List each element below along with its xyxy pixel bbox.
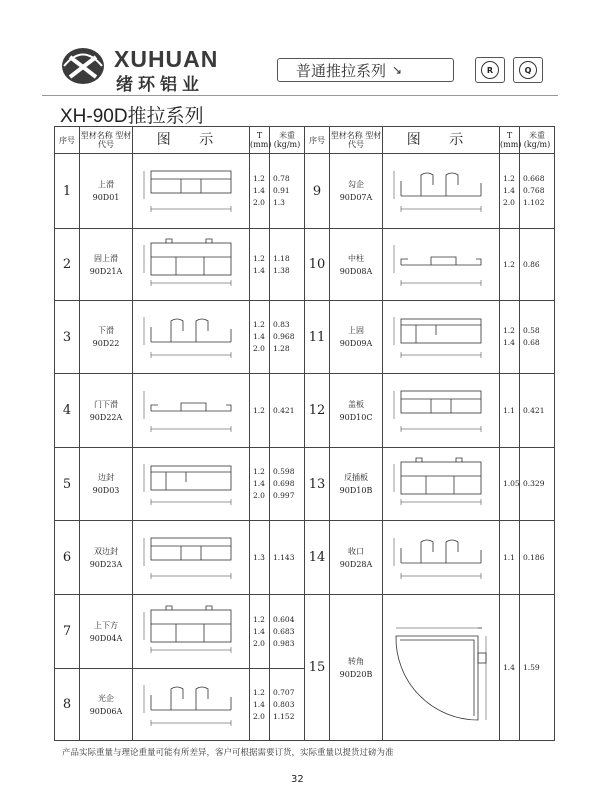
cert-q-badge xyxy=(513,57,543,83)
profile-name: 盖板 xyxy=(348,399,364,409)
weight-cell xyxy=(520,374,555,448)
profile-name: 上固 xyxy=(348,326,364,335)
weight-cell xyxy=(520,521,555,595)
profile-name-cell xyxy=(330,595,383,741)
thickness-cell xyxy=(500,154,520,229)
row-number: 15 xyxy=(305,595,330,741)
profile-name-cell xyxy=(330,521,383,595)
table-header xyxy=(55,127,555,154)
weight-cell xyxy=(270,154,305,229)
profile-name: 上滑 xyxy=(98,180,114,189)
weight-cell xyxy=(270,521,305,595)
row-number: 3 xyxy=(55,301,80,374)
thickness-value: 1.2 xyxy=(503,259,515,269)
table-row xyxy=(55,595,555,669)
header-weight: 米重 (kg/m) xyxy=(270,127,305,154)
table-row xyxy=(55,154,555,229)
row-number: 8 xyxy=(55,669,80,741)
thickness-value: 2.0 xyxy=(253,344,265,353)
profile-name-cell xyxy=(80,521,133,595)
header-no: 序号 xyxy=(55,127,80,154)
profile-code: 90D03 xyxy=(92,486,120,495)
row-number: 12 xyxy=(305,374,330,448)
profile-code: 90D20B xyxy=(339,669,373,679)
weight-cell xyxy=(270,595,305,669)
row-number: 10 xyxy=(305,229,330,301)
header-model: 型材名称 型材代号 xyxy=(330,127,383,154)
thickness-cell xyxy=(250,154,270,229)
cert-q-text: Q xyxy=(524,65,532,75)
thickness-value: 1.4 xyxy=(253,332,265,341)
profile-code: 90D06A xyxy=(89,706,123,716)
weight-cell xyxy=(270,448,305,521)
profile-code: 90D09A xyxy=(339,339,373,348)
thickness-cell xyxy=(500,595,520,741)
thickness-value: 1.1 xyxy=(503,405,515,415)
weight-value: 0.968 xyxy=(273,332,295,341)
profile-name-cell xyxy=(330,448,383,521)
table-row xyxy=(55,301,555,374)
profile-code: 90D10B xyxy=(339,486,373,495)
header-weight: 米重 (kg/m) xyxy=(520,127,555,154)
weight-value: 0.668 xyxy=(523,174,545,183)
profile-diagram xyxy=(383,374,500,448)
profile-diagram xyxy=(133,669,250,741)
profile-name: 中柱 xyxy=(348,253,364,263)
row-number: 11 xyxy=(305,301,330,374)
thickness-value: 1.2 xyxy=(253,405,265,415)
weight-value: 1.28 xyxy=(273,344,290,353)
profile-name-cell xyxy=(80,374,133,448)
thickness-value: 1.4 xyxy=(253,699,265,709)
profile-diagram xyxy=(133,521,250,595)
thickness-cell xyxy=(500,229,520,301)
thickness-cell xyxy=(250,301,270,374)
profile-diagram xyxy=(133,301,250,374)
profile-code: 90D10C xyxy=(339,412,373,422)
profile-diagram xyxy=(383,229,500,301)
table-row xyxy=(55,229,555,301)
thickness-cell xyxy=(250,229,270,301)
weight-value: 0.78 xyxy=(273,174,290,183)
profile-diagram xyxy=(133,154,250,229)
thickness-cell xyxy=(250,448,270,521)
profile-name: 反插板 xyxy=(344,473,368,482)
profile-name-cell xyxy=(80,448,133,521)
profile-name-cell xyxy=(330,229,383,301)
profile-code: 90D21A xyxy=(89,266,123,276)
thickness-value: 2.0 xyxy=(503,198,515,207)
weight-value: 0.421 xyxy=(273,405,295,415)
row-number: 4 xyxy=(55,374,80,448)
thickness-value: 1.2 xyxy=(253,174,265,183)
weight-value: 0.421 xyxy=(523,405,545,415)
page-number: 32 xyxy=(291,774,304,785)
header-diagram: 图 示 xyxy=(133,127,250,154)
profile-name-cell xyxy=(80,669,133,741)
thickness-value: 1.05 xyxy=(503,479,520,488)
profile-name: 边封 xyxy=(98,473,114,482)
profile-name-cell xyxy=(330,374,383,448)
thickness-cell xyxy=(250,669,270,741)
table-row xyxy=(55,448,555,521)
thickness-value: 1.2 xyxy=(253,467,265,476)
weight-cell xyxy=(520,229,555,301)
row-number: 14 xyxy=(305,521,330,595)
profile-diagram xyxy=(383,521,500,595)
weight-value: 0.768 xyxy=(523,186,545,195)
profile-name-cell xyxy=(330,154,383,229)
weight-value: 0.698 xyxy=(273,479,295,488)
weight-cell xyxy=(270,229,305,301)
profile-code: 90D01 xyxy=(92,193,120,202)
profile-diagram xyxy=(133,229,250,301)
profile-name: 门下滑 xyxy=(94,399,118,409)
profile-code: 90D28A xyxy=(339,559,373,569)
profile-name: 收口 xyxy=(348,546,364,556)
thickness-value: 1.4 xyxy=(503,186,515,195)
row-number: 2 xyxy=(55,229,80,301)
thickness-value: 1.3 xyxy=(253,552,265,562)
thickness-value: 1.2 xyxy=(253,253,265,263)
thickness-value: 2.0 xyxy=(253,198,265,207)
weight-value: 0.83 xyxy=(273,320,290,329)
profile-diagram xyxy=(383,448,500,521)
profile-name: 光企 xyxy=(98,693,114,703)
thickness-value: 2.0 xyxy=(253,711,265,721)
thickness-cell xyxy=(500,521,520,595)
row-number: 13 xyxy=(305,448,330,521)
weight-cell xyxy=(270,374,305,448)
arrow-down-right-icon: ↘ xyxy=(392,63,403,77)
header-model: 型材名称 型材代号 xyxy=(80,127,133,154)
thickness-cell xyxy=(250,521,270,595)
profile-name-cell xyxy=(80,301,133,374)
row-number: 1 xyxy=(55,154,80,229)
thickness-value: 1.4 xyxy=(253,479,265,488)
header-t: T (mm) xyxy=(500,127,520,154)
weight-value: 0.707 xyxy=(273,687,295,697)
row-number: 6 xyxy=(55,521,80,595)
profile-name: 双边封 xyxy=(94,546,118,556)
weight-cell xyxy=(270,301,305,374)
page-header xyxy=(0,0,600,95)
weight-value: 1.152 xyxy=(273,711,295,721)
thickness-value: 1.2 xyxy=(253,687,265,697)
profile-code: 90D22 xyxy=(92,339,120,348)
weight-value: 0.997 xyxy=(273,491,295,500)
weight-value: 0.604 xyxy=(273,614,295,624)
profile-name: 下滑 xyxy=(98,326,114,335)
weight-value: 0.58 xyxy=(523,326,540,335)
weight-value: 0.91 xyxy=(273,186,290,195)
header-no: 序号 xyxy=(305,127,330,154)
profile-diagram xyxy=(383,154,500,229)
profile-table xyxy=(54,126,555,741)
weight-cell xyxy=(520,154,555,229)
thickness-cell xyxy=(250,595,270,669)
profile-name: 上下方 xyxy=(94,620,118,630)
thickness-value: 1.2 xyxy=(503,174,515,183)
profile-diagram xyxy=(133,374,250,448)
weight-value: 1.3 xyxy=(273,198,285,207)
thickness-value: 1.4 xyxy=(503,338,515,347)
profile-code: 90D04A xyxy=(89,633,123,643)
weight-value: 0.803 xyxy=(273,699,295,709)
thickness-cell xyxy=(500,448,520,521)
series-label xyxy=(277,58,454,82)
weight-value: 1.102 xyxy=(523,198,545,207)
profile-name: 固上滑 xyxy=(94,253,118,263)
thickness-cell xyxy=(500,301,520,374)
thickness-value: 1.4 xyxy=(253,265,265,275)
weight-value: 1.59 xyxy=(523,662,540,672)
profile-diagram xyxy=(383,595,500,741)
table-row xyxy=(55,521,555,595)
thickness-value: 1.2 xyxy=(503,326,515,335)
weight-value: 0.68 xyxy=(523,338,540,347)
series-label-text: 普通推拉系列 xyxy=(296,61,387,80)
brand-logo-icon xyxy=(60,45,106,87)
thickness-value: 1.4 xyxy=(253,186,265,195)
profile-diagram xyxy=(133,595,250,669)
brand-name-cn: 绪环铝业 xyxy=(116,75,204,95)
profile-name: 勾企 xyxy=(348,180,364,189)
weight-value: 1.18 xyxy=(273,253,290,263)
header-t: T (mm) xyxy=(250,127,270,154)
profile-code: 90D08A xyxy=(339,266,373,276)
profile-name-cell xyxy=(80,154,133,229)
profile-name-cell xyxy=(80,595,133,669)
row-number: 7 xyxy=(55,595,80,669)
thickness-value: 2.0 xyxy=(253,638,265,648)
thickness-value: 1.2 xyxy=(253,614,265,624)
table-row xyxy=(55,374,555,448)
weight-value: 0.983 xyxy=(273,638,295,648)
thickness-value: 1.1 xyxy=(503,552,515,562)
thickness-value: 2.0 xyxy=(253,491,265,500)
profile-diagram xyxy=(133,448,250,521)
weight-value: 0.86 xyxy=(523,259,540,269)
footnote: 产品实际重量与理论重量可能有所差异，客户可根据需要订货，实际重量以提货过磅为准 xyxy=(62,748,394,758)
weight-cell xyxy=(520,301,555,374)
cert-r-badge xyxy=(475,57,505,83)
row-number: 9 xyxy=(305,154,330,229)
header-diagram: 图 示 xyxy=(383,127,500,154)
thickness-cell xyxy=(250,374,270,448)
thickness-value: 1.2 xyxy=(253,320,265,329)
weight-value: 1.143 xyxy=(273,552,295,562)
weight-cell xyxy=(270,669,305,741)
profile-name-cell xyxy=(80,229,133,301)
thickness-value: 1.4 xyxy=(253,626,265,636)
profile-name-cell xyxy=(330,301,383,374)
thickness-cell xyxy=(500,374,520,448)
weight-cell xyxy=(520,595,555,741)
weight-value: 0.186 xyxy=(523,552,545,562)
brand-name-en: XUHUAN xyxy=(114,46,219,72)
weight-value: 1.38 xyxy=(273,265,290,275)
cert-r-text: R xyxy=(486,65,494,75)
profile-diagram xyxy=(383,301,500,374)
thickness-value: 1.4 xyxy=(503,662,515,672)
weight-value: 0.598 xyxy=(273,467,295,476)
profile-code: 90D23A xyxy=(89,559,123,569)
weight-value: 0.683 xyxy=(273,626,295,636)
weight-cell xyxy=(520,448,555,521)
weight-value: 0.329 xyxy=(523,479,545,488)
profile-name: 转角 xyxy=(348,656,364,666)
header-divider xyxy=(42,95,558,96)
profile-code: 90D07A xyxy=(339,193,373,202)
row-number: 5 xyxy=(55,448,80,521)
page-title: XH-90D推拉系列 xyxy=(60,106,204,127)
profile-code: 90D22A xyxy=(89,412,123,422)
